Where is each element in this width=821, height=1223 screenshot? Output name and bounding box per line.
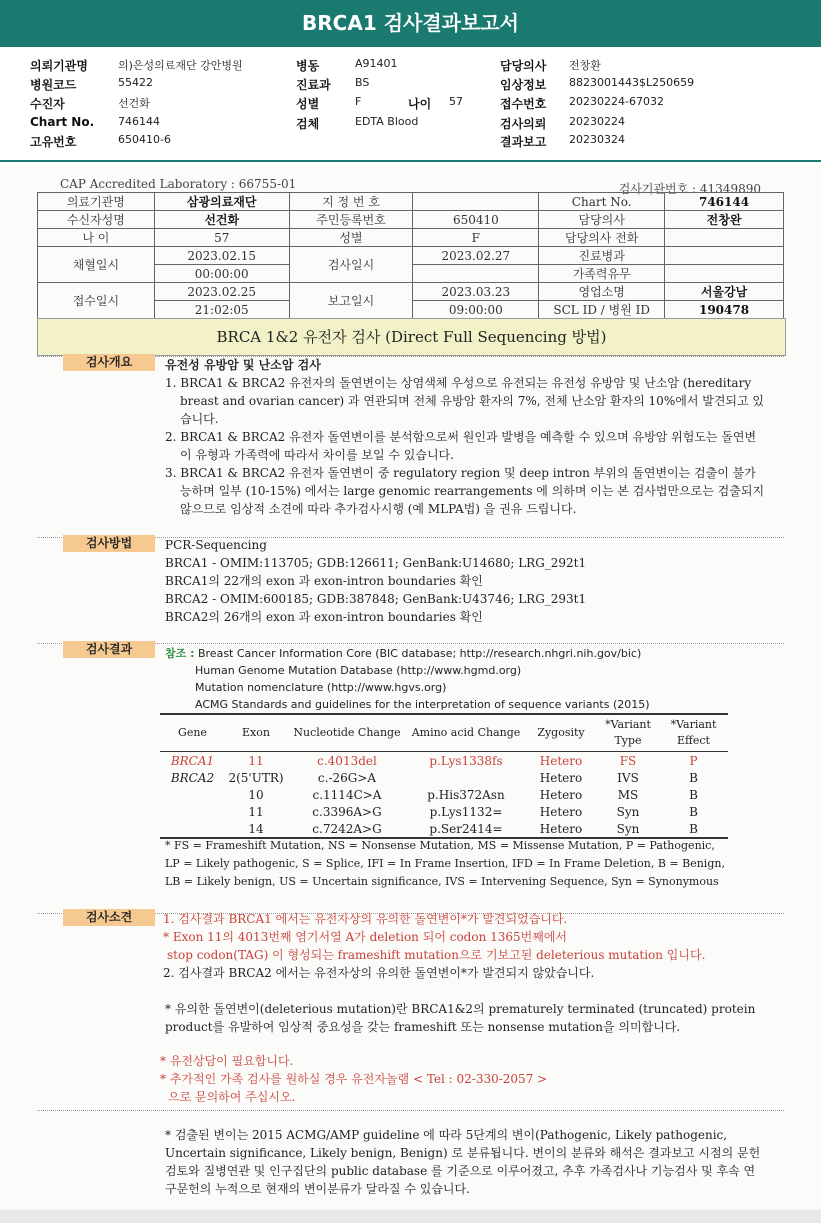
variant-col-header: Amino acid Change xyxy=(407,714,525,752)
header-divider xyxy=(0,160,821,162)
overview-heading: 유전성 유방암 및 난소암 검사 xyxy=(165,358,321,372)
header-value: A91401 xyxy=(355,57,398,70)
variant-cell: FS xyxy=(619,753,637,768)
variant-col-header: Exon xyxy=(225,714,287,752)
info-label: 접수일시 xyxy=(38,283,155,319)
header-value: 20230224 xyxy=(569,115,625,128)
header-value: 의)은성의료재단 강안병원 xyxy=(118,59,243,72)
info-label: 진료병과 xyxy=(539,247,665,265)
info-value: 선건화 xyxy=(154,211,289,229)
ref-title: 참조 : xyxy=(165,647,195,660)
conclusion-block xyxy=(163,910,705,982)
header-label: 고유번호 xyxy=(30,135,77,149)
conclusion-line: stop codon(TAG) 이 형성되는 frameshift mutation으로 기보고된 deleterious mutation 입니다. xyxy=(167,948,706,962)
info-value: 서울강남 xyxy=(665,283,784,301)
header-value: 55422 xyxy=(118,76,153,89)
info-label: 주민등록번호 xyxy=(289,211,413,229)
variant-cell: BRCA2 xyxy=(170,770,215,785)
overview-block xyxy=(165,356,765,518)
section-divider xyxy=(37,1110,784,1111)
info-label: 검사일시 xyxy=(289,247,413,283)
info-label: 채혈일시 xyxy=(38,247,155,283)
variant-cell: c.-26G>A xyxy=(317,770,377,785)
method-line: BRCA1 - OMIM:113705; GDB:126611; GenBank:U14680; LRG_292t1 xyxy=(165,556,587,570)
variant-cell: c.4013del xyxy=(317,753,377,768)
variant-cell: 2(5'UTR) xyxy=(228,770,284,785)
info-label: SCL ID / 병원 ID xyxy=(539,301,665,319)
info-label: 가족력유무 xyxy=(539,265,665,283)
variant-cell: 11 xyxy=(248,804,264,819)
variant-cell: p.Ser2414= xyxy=(407,820,525,838)
variant-cell xyxy=(407,769,525,786)
variant-cell xyxy=(160,803,225,820)
counsel-line: 으로 문의하여 주십시오. xyxy=(168,1090,296,1104)
info-value: 2023.02.25 xyxy=(154,283,289,301)
counseling-notice xyxy=(160,1052,547,1106)
info-value xyxy=(665,229,784,247)
info-value: 전창완 xyxy=(665,211,784,229)
overview-item: 2. BRCA1 & BRCA2 유전자 돌연변이를 분석함으로써 원인과 발병을 예측할 수 있으며 유방암 위험도는 돌연변이 유형과 가족력에 따라서 차이를 보일 수 있습니다. xyxy=(165,430,757,462)
bottom-bar xyxy=(0,1210,821,1223)
overview-item: 3. BRCA1 & BRCA2 유전자 돌연변이 중 regulatory region 및 deep intron 부위의 돌연변이는 검출이 불가능하며 일부 (10-15%) 에서는 large genomic rearrangements 에 의하며 이는 본 검사법만으로는 검출되지 않으므로 임상적 소견에 따라 추가검사시행 (예 MLPA법) 을 권유 드립니다. xyxy=(165,466,765,516)
variant-cell: p.Lys1338fs xyxy=(429,753,503,768)
header-label: 성별 xyxy=(296,97,320,111)
info-value: 57 xyxy=(154,229,289,247)
header-label: 임상정보 xyxy=(500,78,547,92)
info-label: 담당의사 전화 xyxy=(539,229,665,247)
variant-cell: c.3396A>G xyxy=(312,804,382,819)
ref-line: Human Genome Mutation Database (http://www.hgmd.org) xyxy=(195,664,522,677)
test-title-band: BRCA 1&2 유전자 검사 (Direct Full Sequencing 방법) xyxy=(37,318,786,356)
info-label: 의료기관명 xyxy=(38,193,155,211)
variant-cell: B xyxy=(689,804,698,819)
counsel-line: * 유전상담이 필요합니다. xyxy=(160,1054,294,1068)
info-label: 보고일시 xyxy=(289,283,413,319)
variant-cell: B xyxy=(689,787,698,802)
variant-cell: MS xyxy=(617,787,639,802)
info-value xyxy=(413,193,539,211)
conclusion-line: * Exon 11의 4013번째 염기서열 A가 deletion 되어 codon 1365번째에서 xyxy=(163,930,568,944)
conclusion-line: 2. 검사결과 BRCA2 에서는 유전자상의 유의한 돌연변이*가 발견되지 않았습니다. xyxy=(163,966,595,980)
variant-cell: c.1114C>A xyxy=(312,787,382,802)
variant-col-header: *Variant Type xyxy=(597,714,659,752)
info-value: 190478 xyxy=(665,301,784,319)
header-value: 8823001443$L250659 xyxy=(569,76,695,89)
header-label: 병동 xyxy=(296,59,320,73)
variant-cell: p.Lys1132= xyxy=(429,804,503,819)
variant-col-header: Nucleotide Change xyxy=(287,714,407,752)
variant-row xyxy=(160,803,728,820)
info-label: Chart No. xyxy=(539,193,665,211)
cap-accreditation: CAP Accredited Laboratory : 66755-01 xyxy=(60,177,297,191)
abbr-line: LB = Likely benign, US = Uncertain significance, IVS = Intervening Sequence, Syn = Synonymous xyxy=(165,875,719,888)
ref-line: Mutation nomenclature (http://www.hgvs.org) xyxy=(195,681,447,694)
header-value: 746144 xyxy=(118,115,160,128)
variant-cell: Hetero xyxy=(539,753,583,768)
header-value: BS xyxy=(355,76,370,89)
counsel-line: * 추가적인 가족 검사를 원하실 경우 유전자놀램 < Tel : 02-330-2057 > xyxy=(160,1072,548,1086)
header-label: 수진자 xyxy=(30,97,65,111)
info-value: 09:00:00 xyxy=(413,301,539,319)
header-label: 병원코드 xyxy=(30,78,77,92)
variant-cell: Syn xyxy=(597,820,659,838)
info-value: 746144 xyxy=(665,193,784,211)
info-value: 2023.02.15 xyxy=(154,247,289,265)
patient-info-table xyxy=(37,192,784,319)
variant-table xyxy=(160,713,728,839)
info-value: F xyxy=(413,229,539,247)
header-label: 의뢰기관명 xyxy=(30,59,88,73)
header-label: 접수번호 xyxy=(500,97,547,111)
method-line: PCR-Sequencing xyxy=(165,538,267,552)
info-value: 2023.03.23 xyxy=(413,283,539,301)
conclusion-line: 1. 검사결과 BRCA1 에서는 유전자상의 유의한 돌연변이*가 발견되었습니다. xyxy=(163,912,568,926)
info-value: 삼광의료재단 xyxy=(154,193,289,211)
variant-cell xyxy=(160,786,225,803)
acmg-footnote: * 검출된 변이는 2015 ACMG/AMP guideline 에 따라 5단계의 변이(Pathogenic, Likely pathogenic, Uncertain significance, Likely benign, Benign) 로 분류됩니다. 변이의 분류와 해석은 결과보고 시점의 문헌 검토와 질병연관 및 인구집단의 public database 를 기준으로 이루어졌고, 추후 가족검사나 기능검사 및 후속 연구문헌의 누적으로 현재의 변이분류가 달라질 수 있습니다. xyxy=(165,1128,761,1196)
info-label: 지 정 번 호 xyxy=(289,193,413,211)
header-value: 650410-6 xyxy=(118,133,171,146)
variant-cell: 11 xyxy=(248,753,264,768)
section-label: 검사개요 xyxy=(63,354,155,371)
ref-line: ACMG Standards and guidelines for the interpretation of sequence variants (2015) xyxy=(195,698,650,711)
variant-cell: 10 xyxy=(248,787,264,802)
method-line: BRCA2 - OMIM:600185; GDB:387848; GenBank:U43746; LRG_293t1 xyxy=(165,592,587,606)
header-value: 20230224-67032 xyxy=(569,95,664,108)
header-value: F xyxy=(355,95,362,108)
info-value: 2023.02.27 xyxy=(413,247,539,265)
variant-row xyxy=(160,752,728,770)
variant-cell: Hetero xyxy=(525,820,597,838)
variant-cell: B xyxy=(659,820,728,838)
variant-cell xyxy=(160,820,225,838)
report-title: BRCA1 검사결과보고서 xyxy=(0,0,821,47)
variant-cell: Hetero xyxy=(539,770,583,785)
header-value: 20230324 xyxy=(569,133,625,146)
variant-cell: BRCA1 xyxy=(170,753,215,768)
overview-item: 1. BRCA1 & BRCA2 유전자의 돌연변이는 상염색체 우성으로 유전되는 유전성 유방암 및 난소암 (hereditary breast and ovarian cancer) 과 연관되며 전체 유방암 환자의 7%, 전체 난소암 환자의 10%에서 발견되고 있습니다. xyxy=(165,376,764,426)
header-value: 선건화 xyxy=(118,97,150,110)
header-value: 57 xyxy=(449,95,463,108)
deleterious-note: * 유의한 돌연변이(deleterious mutation)란 BRCA1&2의 prematurely terminated (truncated) protein product를 유발하여 임상적 중요성을 갖는 frameshift 또는 nonsense mutation을 의미합니다. xyxy=(165,1002,756,1034)
variant-cell: Syn xyxy=(616,804,640,819)
variant-col-header: *Variant Effect xyxy=(659,714,728,752)
abbr-line: LP = Likely pathogenic, S = Splice, IFI = In Frame Insertion, IFD = In Frame Deletion, B = Benign, xyxy=(165,857,725,870)
references xyxy=(165,645,650,713)
variant-cell: IVS xyxy=(617,770,639,785)
variant-cell: p.His372Asn xyxy=(427,787,505,802)
header-value: 전창환 xyxy=(569,59,601,72)
info-value xyxy=(665,265,784,283)
variant-row xyxy=(160,820,728,838)
info-value xyxy=(413,265,539,283)
variant-cell: Hetero xyxy=(539,804,583,819)
header-label: 진료과 xyxy=(296,78,331,92)
variant-cell: c.7242A>G xyxy=(287,820,407,838)
abbr-line: * FS = Frameshift Mutation, NS = Nonsense Mutation, MS = Missense Mutation, P = Pathogenic, xyxy=(165,839,715,852)
variant-cell: B xyxy=(689,770,698,785)
variant-col-header: Gene xyxy=(160,714,225,752)
abbreviation-legend xyxy=(165,837,725,891)
header-label: Chart No. xyxy=(30,115,95,129)
info-label: 수신자성명 xyxy=(38,211,155,229)
method-line: BRCA1의 22개의 exon 과 exon-intron boundaries 확인 xyxy=(165,574,483,588)
info-label: 성별 xyxy=(289,229,413,247)
header-label: 검체 xyxy=(296,117,320,131)
ref-line: Breast Cancer Information Core (BIC database; http://research.nhgri.nih.gov/bic) xyxy=(197,647,642,660)
info-label: 나 이 xyxy=(38,229,155,247)
variant-cell: 14 xyxy=(225,820,287,838)
method-line: BRCA2의 26개의 exon 과 exon-intron boundaries 확인 xyxy=(165,610,483,624)
institution-number: 검사기관번호 : 41349890 xyxy=(618,182,761,196)
variant-cell: P xyxy=(689,753,698,768)
header-label: 결과보고 xyxy=(500,135,547,149)
header-label: 나이 xyxy=(408,97,432,111)
info-value: 650410 xyxy=(413,211,539,229)
header-label: 담당의사 xyxy=(500,59,547,73)
section-label: 검사소견 xyxy=(63,909,155,926)
section-label: 검사결과 xyxy=(63,641,155,658)
info-value: 21:02:05 xyxy=(154,301,289,319)
info-label: 영업소명 xyxy=(539,283,665,301)
header-label: 검사의뢰 xyxy=(500,117,547,131)
patient-header xyxy=(0,50,821,158)
variant-row xyxy=(160,786,728,803)
info-value xyxy=(665,247,784,265)
header-value: EDTA Blood xyxy=(355,115,419,128)
method-block xyxy=(165,536,586,626)
section-label: 검사방법 xyxy=(63,535,155,552)
variant-col-header: Zygosity xyxy=(525,714,597,752)
info-label: 담당의사 xyxy=(539,211,665,229)
info-value: 00:00:00 xyxy=(154,265,289,283)
variant-cell: Hetero xyxy=(539,787,583,802)
variant-row xyxy=(160,769,728,786)
